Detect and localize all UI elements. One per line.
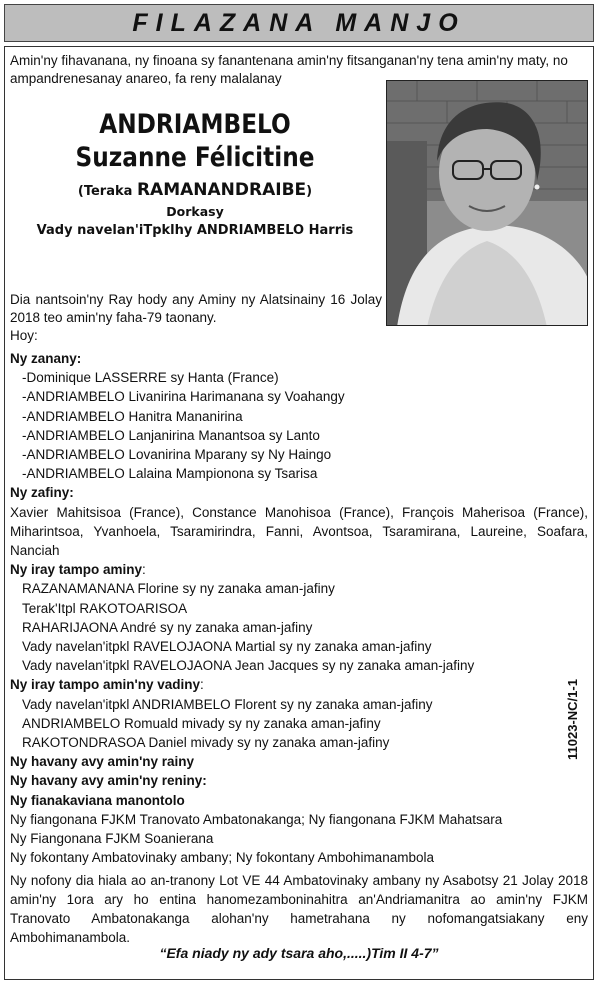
siblings-colon: : — [142, 562, 146, 578]
header-title: FILAZANA MANJO — [132, 8, 466, 37]
list-item: -ANDRIAMBELO Lanjanirina Manantsoa sy Lanto — [22, 427, 320, 443]
list-item: -ANDRIAMBELO Lalaina Mampionona sy Tsarisa — [22, 466, 318, 482]
list-item: RAHARIJAONA André sy ny zanaka aman-jafiny — [22, 619, 313, 635]
deceased-surname: ANDRIAMBELO — [99, 109, 291, 140]
list-item: -Dominique LASSERRE sy Hanta (France) — [22, 370, 279, 386]
family-list — [10, 349, 588, 867]
spiritual-family-title: Ny fianakaviana manontolo — [10, 792, 185, 808]
list-item: Ny Fiangonana FJKM Soanierana — [10, 831, 214, 847]
list-item: Vady navelan'itpkl ANDRIAMBELO Florent sy ny zanaka aman-jafiny — [22, 696, 433, 712]
list-item: Vady navelan'itpkl RAVELOJAONA Jean Jacques sy ny zanaka aman-jafiny — [22, 658, 475, 674]
list-item: Vady navelan'itpkl RAVELOJAONA Martial sy ny zanaka aman-jafiny — [22, 639, 432, 655]
spouse-line: Vady navelan'iTpklhy ANDRIAMBELO Harris — [36, 223, 354, 238]
children-title: Ny zanany: — [10, 351, 82, 366]
portrait-photo — [386, 80, 588, 326]
header-banner — [4, 4, 594, 42]
siblings-heading — [10, 560, 588, 579]
grandchildren-list: Xavier Mahitsisoa (France), Constance Manohisoa (France), François Maherisoa (France), Miharintsoa, Yvanhoela, Tsaramirindra, Fanni, Avontsoa, Tsaramirana, Laureine, Soafara, Nanciah — [10, 504, 588, 559]
funeral-details: Ny nofony dia hiala ao an-tranony Lot VE 44 Ambatovinaky ambany ny Asabotsy 21 Jolay 2018 amin'ny 1ora ary ho entina hanomezamboninahitra an'Andriamanitra ao amin'ny FJKM Tranovato Ambatonakanga alohan'ny hametrahana ny nofomangatsiakany eny Ambohimanambola. — [10, 873, 588, 945]
siblings-title: Ny iray tampo aminy — [10, 562, 143, 578]
list-item: Ny fiangonana FJKM Tranovato Ambatonakanga; Ny fiangonana FJKM Mahatsara — [10, 811, 503, 827]
list-item: Terak'Itpl RAKOTOARISOA — [22, 600, 188, 616]
deceased-nickname: Dorkasy — [166, 204, 224, 219]
father-family: Ny havany avy amin'ny rainy — [10, 754, 195, 770]
scripture-quote: “Efa niady ny ady tsara aho,.....)Tim II 4-7” — [159, 945, 439, 961]
spouse-siblings-title: Ny iray tampo amin'ny vadiny — [10, 677, 201, 693]
death-notice-block — [10, 291, 382, 345]
portrait-image — [387, 81, 588, 326]
hoy-label: Hoy: — [10, 328, 38, 343]
list-item: -ANDRIAMBELO Hanitra Mananirina — [22, 408, 243, 424]
list-item: ANDRIAMBELO Romuald mivady sy ny zanaka aman-jafiny — [22, 715, 381, 731]
list-item: RAZANAMANANA Florine sy ny zanaka aman-jafiny — [22, 581, 335, 597]
born-prefix: (Teraka — [77, 184, 133, 199]
death-notice: Dia nantsoin'ny Ray hody any Aminy ny Alatsinainy 16 Jolay 2018 teo amin'ny faha-79 taonany. — [10, 292, 382, 325]
reference-code: 11023-NC/1-1 — [565, 679, 580, 760]
mother-family: Ny havany avy amin'ny reniny: — [10, 773, 207, 789]
born-suffix: ) — [306, 184, 313, 199]
grandchildren-title: Ny zafiny: — [10, 485, 74, 501]
list-item: -ANDRIAMBELO Lovanirina Mparany sy Ny Haingo — [22, 447, 332, 463]
deceased-given-names: Suzanne Félicitine — [75, 142, 315, 173]
list-item: RAKOTONDRASOA Daniel mivady sy ny zanaka aman-jafiny — [22, 735, 390, 751]
spouse-siblings-colon: : — [200, 677, 204, 693]
deceased-birth-name — [10, 179, 380, 203]
spouse-siblings-heading — [10, 675, 588, 694]
deceased-name-block — [10, 108, 380, 241]
list-item: -ANDRIAMBELO Livanirina Harimanana sy Voahangy — [22, 389, 345, 405]
intro-text: Amin'ny fihavanana, ny finoana sy fanantenana amin'ny fitsanganan'ny tena amin'ny maty, no ampandrenesanay anareo, fa reny malalanay — [10, 53, 568, 86]
list-item: Ny fokontany Ambatovinaky ambany; Ny fokontany Ambohimanambola — [10, 850, 434, 866]
born-name: RAMANANDRAIBE — [136, 180, 307, 200]
